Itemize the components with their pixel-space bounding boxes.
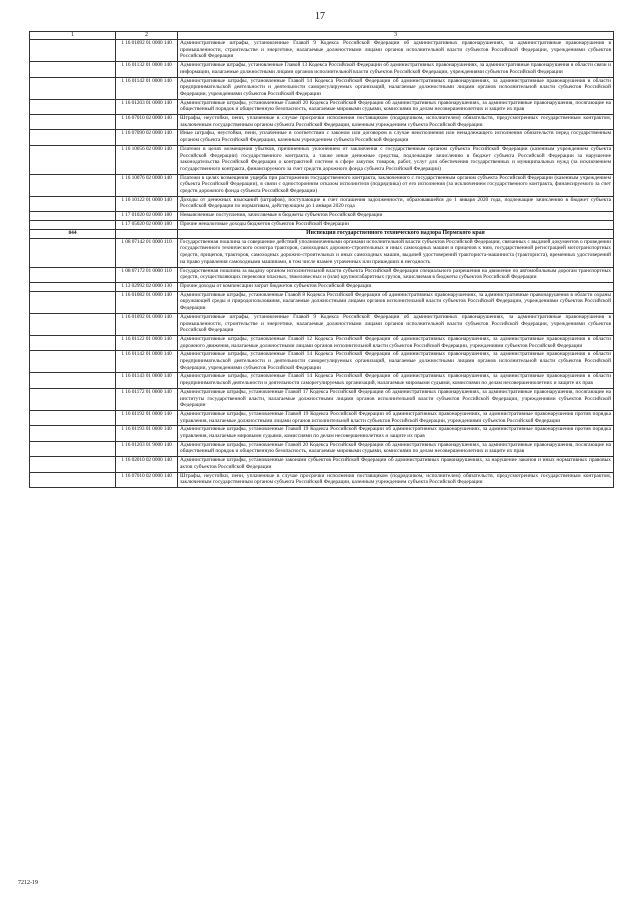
budget-code-cell: 1 16 01092 01 0000 140 xyxy=(116,40,178,62)
description-cell: Административные штрафы, установленные Главой 14 Кодекса Российской Федерации об административных правонарушениях, за административные правонарушения в области предпринимательской деятельности и деятельности саморегулируемых организаций, налагаемые должностными лицами органов исполнительной власти субъектов Российской Федерации, учреждениями субъектов Российской Федерации xyxy=(178,77,614,99)
description-cell: Административные штрафы, установленные Главой 9 Кодекса Российской Федерации об административных правонарушениях, за административные правонарушения в промышленности, строительстве и энергетике, налагаемые должностными лицами органов исполнительной власти субъектов Российской Федерации, учреждениями субъектов Российской Федерации xyxy=(178,313,614,335)
budget-code-cell xyxy=(116,229,178,238)
description-cell: Административные штрафы, установленные Главой 19 Кодекса Российской Федерации об административных правонарушениях, за административные правонарушения против порядка управления, налагаемые мировыми судьями, комиссиями по делам несовершеннолетних и защите их прав xyxy=(178,426,614,441)
budget-code-cell: 1 16 02010 02 0000 140 xyxy=(116,457,178,472)
table-row xyxy=(30,40,614,62)
description-cell: Административные штрафы, установленные Главой 20 Кодекса Российской Федерации об административных правонарушениях, за административные правонарушения, посягающие на общественный порядок и общественную безопасность, налагаемые мировыми судьями, комиссиями по делам несовершеннолетних и защите их прав xyxy=(178,99,614,114)
admin-code-cell xyxy=(30,457,116,472)
budget-code-cell: 1 17 01020 02 0000 180 xyxy=(116,212,178,221)
description-cell: Платежи в целях возмещения убытков, причиненных уклонением от заключения с государственным органом субъекта Российской Федерации (казенным учреждением субъекта Российской Федерации) государственного контракта, а также иные денежные средства, подлежащие зачислению в бюджет субъекта Российской Федерации за нарушение законодательства Российской Федерации о контрактной системе в сфере закупок товаров, работ, услуг для обеспечения государственных и муниципальных нужд (за исключением государственного контракта, финансируемого за счет средств дорожного фонда субъекта Российской Федерации) xyxy=(178,145,614,174)
description-cell: Доходы от денежных взысканий (штрафов), поступающие в счет погашения задолженности, образовавшейся до 1 января 2020 года, подлежащие зачислению в бюджет субъекта Российской Федерации по нормативам, действующим до 1 января 2020 года xyxy=(178,196,614,211)
budget-code-cell: 1 16 01092 01 0000 140 xyxy=(116,313,178,335)
description-cell: Административные штрафы, установленные Главой 20 Кодекса Российской Федерации об административных правонарушениях, за административные правонарушения, посягающие на общественный порядок и общественную безопасность, налагаемые мировыми судьями, комиссиями по делам несовершеннолетних и защите их прав xyxy=(178,441,614,456)
table-body xyxy=(30,40,614,488)
budget-code-cell: 1 16 10076 02 0000 140 xyxy=(116,174,178,196)
page-number: 17 xyxy=(315,11,325,22)
description-cell: Прочие неналоговые доходы бюджетов субъектов Российской Федерации xyxy=(178,220,614,229)
budget-code-cell: 1 16 07090 02 0000 140 xyxy=(116,130,178,145)
budget-code-cell: 1 16 01192 01 0000 140 xyxy=(116,410,178,425)
admin-code-cell xyxy=(30,291,116,313)
admin-code-cell xyxy=(30,441,116,456)
table-row xyxy=(30,212,614,221)
table-row xyxy=(30,291,614,313)
description-cell: Административные штрафы, установленные Главой 9 Кодекса Российской Федерации об административных правонарушениях, за административные правонарушения в промышленности, строительстве и энергетике, налагаемые должностными лицами органов исполнительной власти субъектов Российской Федерации, учреждениями субъектов Российской Федерации xyxy=(178,40,614,62)
budget-classification-table xyxy=(29,31,614,488)
table-row xyxy=(30,426,614,441)
admin-code-cell xyxy=(30,99,116,114)
admin-code-cell xyxy=(30,62,116,77)
budget-code-cell: 1 17 05020 02 0000 180 xyxy=(116,220,178,229)
description-cell: Административные штрафы, установленные Главой 8 Кодекса Российской Федерации об административных правонарушениях, за административные правонарушения в области охраны окружающей среды и природопользования, налагаемые должностными лицами органов исполнительной власти субъектов Российской Федерации, учреждениями субъектов Российской Федерации xyxy=(178,291,614,313)
description-cell: Платежи в целях возмещения ущерба при расторжении государственного контракта, заключенного с государственным органом субъекта Российской Федерации (казенным учреждением субъекта Российской Федерации), в связи с односторонним отказом исполнителя (подрядчика) от его исполнения (за исключением государственного контракта, финансируемого за счет средств дорожного фонда субъекта Российской Федерации) xyxy=(178,174,614,196)
table-row xyxy=(30,267,614,282)
table-row xyxy=(30,388,614,410)
budget-code-cell: 1 08 07142 01 0000 110 xyxy=(116,238,178,267)
description-cell: Штрафы, неустойки, пени, уплаченные в случае просрочки исполнения поставщиком (подрядчиком, исполнителем) обязательств, предусмотренных государственным контрактом, заключенным государственным органом субъекта Российской Федерации, казенным учреждением субъекта Российской Федерации xyxy=(178,115,614,130)
admin-code-cell xyxy=(30,77,116,99)
budget-code-cell: 1 16 10056 02 0000 140 xyxy=(116,145,178,174)
admin-code-cell xyxy=(30,426,116,441)
footer-code: 7212-19 xyxy=(18,880,38,886)
table-row xyxy=(30,196,614,211)
admin-code-cell xyxy=(30,373,116,388)
admin-code-cell xyxy=(30,388,116,410)
description-cell: Административные штрафы, установленные Главой 14 Кодекса Российской Федерации об административных правонарушениях, за административные правонарушения в области предпринимательской деятельности и деятельности саморегулируемых организаций, налагаемые мировыми судьями, комиссиями по делам несовершеннолетних и защите их прав xyxy=(178,373,614,388)
table-row xyxy=(30,145,614,174)
budget-code-cell: 1 16 01172 01 0000 140 xyxy=(116,388,178,410)
description-cell: Административные штрафы, установленные Главой 13 Кодекса Российской Федерации об административных правонарушениях, за административные правонарушения в области связи и информации, налагаемые должностными лицами органов исполнительной власти субъектов Российской Федерации, учреждениями субъектов Российской Федерации xyxy=(178,62,614,77)
admin-code-cell xyxy=(30,130,116,145)
description-cell: Государственная пошлина за совершение действий уполномоченными органами исполнительной власти субъектов Российской Федерации, связанных с выдачей документов о проведении государственного технического осмотра тракторов, самоходных дорожно-строительных и иных самоходных машин и прицепов к ним, государственной регистрацией мототранспортных средств, прицепов, тракторов, самоходных дорожно-строительных и иных самоходных машин, выдачей удостоверений тракториста-машиниста (тракториста), временных удостоверений на право управления самоходными машинами, в том числе взамен утраченных или пришедших в негодность xyxy=(178,238,614,267)
budget-code-cell: 1 16 01142 01 0000 140 xyxy=(116,77,178,99)
budget-code-cell: 1 16 01143 01 0000 140 xyxy=(116,373,178,388)
column-header-description: 3 xyxy=(178,32,614,40)
admin-code-cell xyxy=(30,220,116,229)
section-title-cell: Инспекция государственного технического надзора Пермского края xyxy=(178,229,614,238)
table-row xyxy=(30,62,614,77)
table-row xyxy=(30,238,614,267)
description-cell: Государственная пошлина за выдачу органом исполнительной власти субъекта Российской Федерации специального разрешения на движение по автомобильным дорогам транспортных средств, осуществляющих перевозки опасных, тяжеловесных и (или) крупногабаритных грузов, зачисляемая в бюджеты субъектов Российской Федерации xyxy=(178,267,614,282)
table-row xyxy=(30,115,614,130)
admin-code-cell xyxy=(30,282,116,291)
budget-code-cell: 1 16 01193 01 0000 140 xyxy=(116,426,178,441)
table-row xyxy=(30,373,614,388)
description-cell: Административные штрафы, установленные Главой 14 Кодекса Российской Федерации об административных правонарушениях, за административные правонарушения в области предпринимательской деятельности и деятельности саморегулируемых организаций, налагаемые должностными лицами органов исполнительной власти субъектов Российской Федерации, учреждениями субъектов Российской Федерации xyxy=(178,351,614,373)
description-cell: Невыясненные поступления, зачисляемые в бюджеты субъектов Российской Федерации xyxy=(178,212,614,221)
admin-code-cell xyxy=(30,351,116,373)
table-row xyxy=(30,457,614,472)
table-header-row xyxy=(30,32,614,40)
description-cell: Прочие доходы от компенсации затрат бюджетов субъектов Российской Федерации xyxy=(178,282,614,291)
table-row xyxy=(30,77,614,99)
table-row xyxy=(30,174,614,196)
budget-code-cell: 1 16 07010 02 0000 140 xyxy=(116,115,178,130)
description-cell: Административные штрафы, установленные Главой 19 Кодекса Российской Федерации об административных правонарушениях, за административные правонарушения против порядка управления, налагаемые должностными лицами органов исполнительной власти субъектов Российской Федерации, учреждениями субъектов Российской Федерации xyxy=(178,410,614,425)
admin-code-cell xyxy=(30,196,116,211)
admin-code-cell xyxy=(30,238,116,267)
admin-code-cell xyxy=(30,40,116,62)
budget-code-cell: 1 16 01203 01 9000 140 xyxy=(116,441,178,456)
admin-code-cell xyxy=(30,212,116,221)
budget-code-cell: 1 16 01142 01 0000 140 xyxy=(116,351,178,373)
admin-code-cell xyxy=(30,174,116,196)
admin-code-cell xyxy=(30,115,116,130)
description-cell: Административные штрафы, установленные Главой 17 Кодекса Российской Федерации об административных правонарушениях, за административные правонарушения, посягающие на институты государственной власти, налагаемые должностными лицами органов исполнительной власти субъектов Российской Федерации, учреждениями субъектов Российской Федерации xyxy=(178,388,614,410)
table-row xyxy=(30,130,614,145)
admin-code-cell xyxy=(30,267,116,282)
table-row xyxy=(30,335,614,350)
budget-code-cell: 1 16 01122 01 0000 140 xyxy=(116,335,178,350)
admin-code-cell xyxy=(30,410,116,425)
table-row xyxy=(30,313,614,335)
description-cell: Административные штрафы, установленные законами субъектов Российской Федерации об административных правонарушениях, за нарушение законов и иных нормативных правовых актов субъектов Российской Федерации xyxy=(178,457,614,472)
description-cell: Штрафы, неустойки, пени, уплаченные в случае просрочки исполнения поставщиком (подрядчиком, исполнителем) обязательств, предусмотренных государственным контрактом, заключенным государственным органом субъекта Российской Федерации, казенным учреждением субъекта Российской Федерации xyxy=(178,472,614,487)
budget-code-cell: 1 08 07172 01 0000 110 xyxy=(116,267,178,282)
table-row xyxy=(30,351,614,373)
budget-code-cell: 1 16 07010 02 0000 140 xyxy=(116,472,178,487)
table-row xyxy=(30,282,614,291)
table-row xyxy=(30,99,614,114)
budget-code-cell: 1 16 10122 01 0000 140 xyxy=(116,196,178,211)
description-cell: Административные штрафы, установленные Главой 12 Кодекса Российской Федерации об административных правонарушениях, за административные правонарушения в области дорожного движения, налагаемые должностными лицами органов исполнительной власти субъектов Российской Федерации, учреждениями субъектов Российской Федерации xyxy=(178,335,614,350)
table-row xyxy=(30,220,614,229)
table-row xyxy=(30,410,614,425)
admin-code-cell xyxy=(30,335,116,350)
admin-code-cell xyxy=(30,313,116,335)
budget-code-cell: 1 16 01082 01 0000 140 xyxy=(116,291,178,313)
section-header-row xyxy=(30,229,614,238)
column-header-admin: 1 xyxy=(30,32,116,40)
table-row xyxy=(30,472,614,487)
table-row xyxy=(30,441,614,456)
admin-code-cell xyxy=(30,145,116,174)
budget-code-cell: 1 13 02992 02 0000 130 xyxy=(116,282,178,291)
column-header-code: 2 xyxy=(116,32,178,40)
admin-code-cell: 844 xyxy=(30,229,116,238)
budget-code-cell: 1 16 01203 01 0000 140 xyxy=(116,99,178,114)
admin-code-cell xyxy=(30,472,116,487)
budget-code-cell: 1 16 01132 01 0000 140 xyxy=(116,62,178,77)
description-cell: Иные штрафы, неустойки, пени, уплаченные в соответствии с законом или договором в случае неисполнения или ненадлежащего исполнения обязательств перед государственным органом субъекта Российской Федерации, казенным учреждением субъекта Российской Федерации xyxy=(178,130,614,145)
